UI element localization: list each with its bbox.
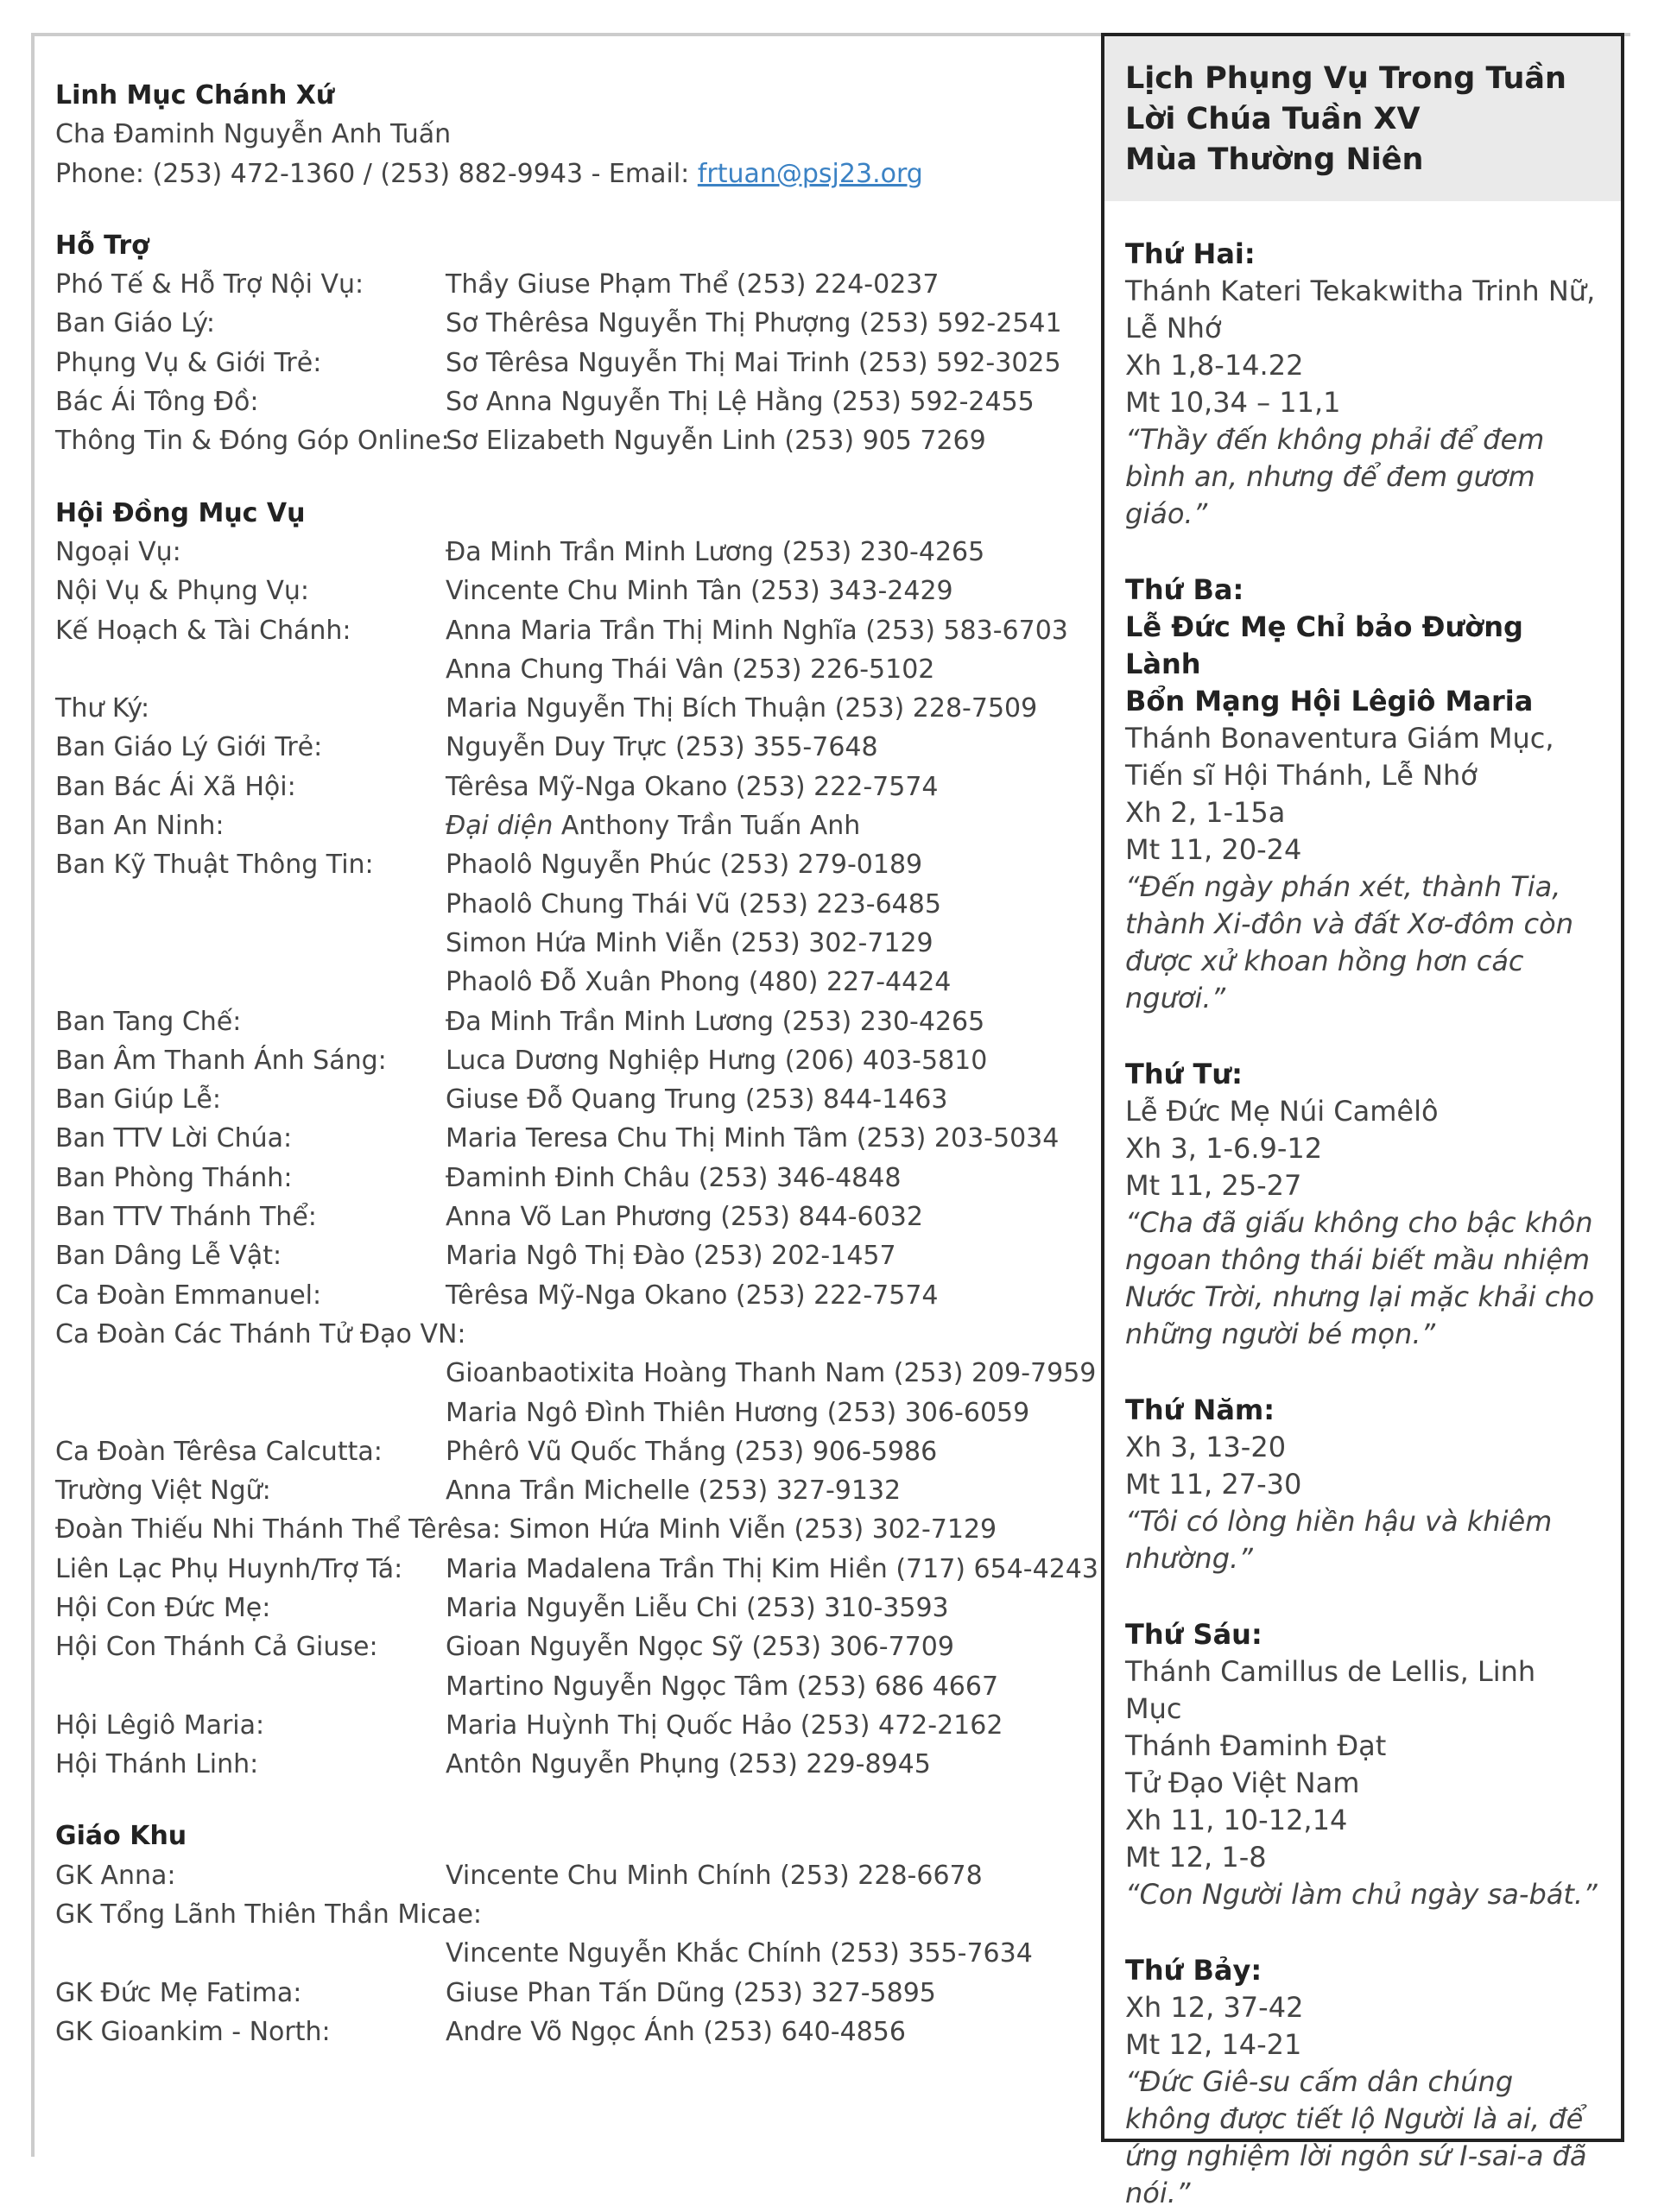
district-label: GK Đức Mẹ Fatima: — [55, 1977, 302, 2008]
council-row — [55, 611, 1083, 650]
role-label: Nội Vụ & Phụng Vụ: — [55, 576, 310, 607]
liturgy-title: Lịch Phụng Vụ Trong Tuần — [1125, 61, 1566, 96]
feast-line: Thánh Kateri Tekakwitha Trinh Nữ, — [1125, 275, 1596, 307]
contact-value: Martino Nguyễn Ngọc Tâm (253) 686 4667 — [446, 1671, 999, 1702]
district-row — [55, 1974, 1083, 2013]
council-row — [55, 1432, 1083, 1471]
district-label: GK Tổng Lãnh Thiên Thần Micae: — [55, 1899, 483, 1931]
council-row — [55, 806, 1083, 845]
council-row — [55, 1550, 1098, 1589]
pastor-email-link[interactable]: frtuan@psj23.org — [697, 158, 923, 189]
role-label: Hội Lêgiô Maria: — [55, 1710, 265, 1741]
council-row — [55, 1159, 1083, 1198]
contact-value: Maria Madalena Trần Thị Kim Hiền (717) 654-4243 — [446, 1553, 1098, 1584]
contact-value: Vincente Chu Minh Tân (253) 343-2429 — [446, 576, 953, 607]
contact-value: Luca Dương Nghiệp Hưng (206) 403-5810 — [446, 1045, 988, 1076]
support-row — [55, 382, 1083, 421]
contact-value: Sơ Anna Nguyễn Thị Lệ Hằng (253) 592-2455 — [446, 387, 1035, 418]
contact-value: Andre Võ Ngọc Ánh (253) 640-4856 — [446, 2016, 906, 2047]
role-label: Ban Âm Thanh Ánh Sáng: — [55, 1045, 387, 1076]
contact-value: Đa Minh Trần Minh Lương (253) 230-4265 — [446, 1006, 985, 1037]
contact-value: Phaolô Chung Thái Vũ (253) 223-6485 — [446, 888, 941, 920]
contact-value: Sơ Têrêsa Nguyễn Thị Mai Trinh (253) 592-3025 — [446, 347, 1061, 378]
role-label: Ban Giúp Lễ: — [55, 1084, 221, 1115]
contact-value: Giuse Phan Tấn Dũng (253) 327-5895 — [446, 1977, 936, 2008]
reading-line: Xh 2, 1-15a — [1125, 796, 1286, 829]
day-monday — [1125, 236, 1600, 533]
feast-line: Thánh Bonaventura Giám Mục, — [1125, 722, 1554, 755]
reading-line: Xh 3, 13-20 — [1125, 1431, 1287, 1463]
support-heading: Hỗ Trợ — [55, 230, 149, 261]
role-label: Ban Tang Chế: — [55, 1006, 242, 1037]
contact-value: Maria Nguyễn Thị Bích Thuận (253) 228-7509 — [446, 693, 1038, 724]
council-row — [55, 1589, 1083, 1627]
feast-line: Lễ Đức Mẹ Núi Camêlô — [1125, 1095, 1439, 1128]
support-row — [55, 421, 1083, 460]
contact-value: Antôn Nguyễn Phụng (253) 229-8945 — [446, 1749, 931, 1780]
council-row — [55, 1002, 1083, 1041]
council-row-full: Đoàn Thiếu Nhi Thánh Thể Têrêsa: Simon Hứa Minh Viễn (253) 302-7129 — [55, 1514, 997, 1545]
gospel-quote: “Đến ngày phán xét, thành Tia, thành Xi-đôn và đất Xơ-đôm còn được xử khoan hồng hơn các ngươi.” — [1125, 870, 1573, 1014]
contact-value — [446, 806, 1083, 845]
contact-value: Phaolô Đỗ Xuân Phong (480) 227-4424 — [446, 967, 952, 998]
contact-value: Phêrô Vũ Quốc Thắng (253) 906-5986 — [446, 1436, 938, 1467]
contact-value: Anna Chung Thái Vân (253) 226-5102 — [446, 654, 935, 685]
role-label: Ban Kỹ Thuật Thông Tin: — [55, 850, 374, 881]
role-label: Ban Giáo Lý: — [55, 308, 216, 339]
contact-value: Vincente Nguyễn Khắc Chính (253) 355-7634 — [446, 1938, 1033, 1969]
gospel-quote: “Cha đã giấu không cho bậc khôn ngoan thông thái biết mầu nhiệm Nước Trời, nhưng lại mặc khải cho những người bé mọn.” — [1125, 1206, 1595, 1350]
contact-value: Anna Trần Michelle (253) 327-9132 — [446, 1476, 902, 1507]
feast-title: Lễ Đức Mẹ Chỉ bảo Đường Lành — [1125, 610, 1523, 680]
directory-column — [55, 76, 1098, 2051]
council-row — [55, 533, 1083, 572]
feast-line: Tử Đạo Việt Nam — [1125, 1766, 1360, 1799]
council-row — [55, 689, 1083, 728]
role-label: Ban Dâng Lễ Vật: — [55, 1241, 282, 1272]
gospel-quote: “Thầy đến không phải để đem bình an, nhưng để đem gươm giáo.” — [1125, 423, 1545, 530]
contact-value: Giuse Đỗ Quang Trung (253) 844-1463 — [446, 1084, 948, 1115]
representative-note: Đại diện — [446, 811, 554, 842]
role-label: Ca Đoàn Các Thánh Tử Đạo VN: — [55, 1318, 466, 1349]
council-row — [55, 1119, 1083, 1158]
day-thursday — [1125, 1392, 1600, 1577]
feast-line: Lễ Nhớ — [1125, 312, 1222, 344]
pastor-heading: Linh Mục Chánh Xứ — [55, 80, 335, 111]
role-label: Ban Giáo Lý Giới Trẻ: — [55, 732, 323, 763]
feast-line: Tiến sĩ Hội Thánh, Lễ Nhớ — [1125, 759, 1478, 792]
reading-line: Xh 3, 1-6.9-12 — [1125, 1132, 1323, 1165]
council-heading: Hội Đồng Mục Vụ — [55, 497, 306, 528]
role-label: Bác Ái Tông Đồ: — [55, 387, 259, 418]
council-row — [55, 1745, 1083, 1784]
day-title: Thứ Năm: — [1125, 1394, 1275, 1426]
support-row — [55, 344, 1083, 382]
reading-line: Mt 12, 14-21 — [1125, 2028, 1302, 2061]
contact-value: Vincente Chu Minh Chính (253) 228-6678 — [446, 1860, 983, 1891]
contact-value: Maria Teresa Chu Thị Minh Tâm (253) 203-5034 — [446, 1123, 1060, 1154]
reading-line: Mt 12, 1-8 — [1125, 1841, 1267, 1874]
contact-value: Đaminh Đinh Châu (253) 346-4848 — [446, 1162, 902, 1193]
gospel-quote: “Tôi có lòng hiền hậu và khiêm nhường.” — [1125, 1505, 1553, 1575]
contact-value: Thầy Giuse Phạm Thể (253) 224-0237 — [446, 269, 940, 300]
day-title: Thứ Ba: — [1125, 573, 1244, 606]
liturgy-panel — [1101, 33, 1624, 2209]
support-row — [55, 265, 1083, 304]
role-label: Hội Con Thánh Cả Giuse: — [55, 1632, 378, 1663]
council-row — [55, 1471, 1083, 1510]
council-row — [55, 1276, 1083, 1315]
council-row — [55, 1041, 1083, 1080]
day-wednesday — [1125, 1056, 1600, 1353]
contact-value: Maria Ngô Thị Đào (253) 202-1457 — [446, 1241, 896, 1272]
contact-value: Nguyễn Duy Trực (253) 355-7648 — [446, 732, 878, 763]
council-row — [55, 1627, 1083, 1666]
pastor-name: Cha Đaminh Nguyễn Anh Tuấn — [55, 119, 452, 150]
feast-line: Thánh Đaminh Đạt — [1125, 1729, 1387, 1762]
reading-line: Mt 11, 27-30 — [1125, 1468, 1302, 1501]
council-row — [55, 1080, 1083, 1119]
contact-value: Anna Võ Lan Phương (253) 844-6032 — [446, 1202, 923, 1233]
reading-line: Xh 12, 37-42 — [1125, 1991, 1304, 2024]
role-label: Ca Đoàn Emmanuel: — [55, 1280, 322, 1311]
contact-value: Maria Ngô Đình Thiên Hương (253) 306-6059 — [446, 1397, 1030, 1428]
gospel-quote: “Đức Giê-su cấm dân chúng không được tiết lộ Người là ai, để ứng nghiệm lời ngôn sứ I-sai-a đã nói.” — [1125, 2065, 1587, 2209]
role-label: Hội Thánh Linh: — [55, 1749, 259, 1780]
contact-value: Phaolô Nguyễn Phúc (253) 279-0189 — [446, 850, 923, 881]
reading-line: Xh 1,8-14.22 — [1125, 349, 1304, 382]
day-friday — [1125, 1616, 1600, 1913]
support-row — [55, 304, 1083, 343]
council-row — [55, 768, 1083, 806]
role-label: Thông Tin & Đóng Góp Online: — [55, 426, 450, 457]
liturgy-subtitle: Lời Chúa Tuần XV — [1125, 102, 1421, 136]
reading-line: Mt 11, 20-24 — [1125, 833, 1302, 866]
day-saturday — [1125, 1952, 1600, 2212]
representative-name: Anthony Trần Tuấn Anh — [553, 811, 861, 842]
role-label: Trường Việt Ngữ: — [55, 1476, 271, 1507]
districts-heading: Giáo Khu — [55, 1821, 187, 1852]
district-row — [55, 1856, 1083, 1895]
role-label: Phó Tế & Hỗ Trợ Nội Vụ: — [55, 269, 364, 300]
council-row — [55, 728, 1083, 767]
contact-value: Maria Huỳnh Thị Quốc Hảo (253) 472-2162 — [446, 1710, 1003, 1741]
council-row — [55, 1236, 1083, 1275]
contact-value: Têrêsa Mỹ-Nga Okano (253) 222-7574 — [446, 771, 939, 802]
district-label: GK Anna: — [55, 1860, 176, 1891]
role-label: Ban Phòng Thánh: — [55, 1162, 293, 1193]
council-row — [55, 572, 1083, 610]
liturgy-body — [1104, 201, 1621, 2212]
role-label: Kế Hoạch & Tài Chánh: — [55, 615, 351, 646]
gospel-quote: “Con Người làm chủ ngày sa-bát.” — [1125, 1878, 1598, 1911]
feast-title: Bổn Mạng Hội Lêgiô Maria — [1125, 685, 1534, 717]
role-label: Ban TTV Thánh Thể: — [55, 1202, 317, 1233]
council-row — [55, 845, 1083, 884]
contact-value: Sơ Thêrêsa Nguyễn Thị Phượng (253) 592-2541 — [446, 308, 1062, 339]
contact-value: Simon Hứa Minh Viễn (253) 302-7129 — [446, 927, 933, 958]
contact-value: Maria Nguyễn Liễu Chi (253) 310-3593 — [446, 1592, 949, 1623]
role-label: Ban An Ninh: — [55, 811, 225, 842]
contact-value: Têrêsa Mỹ-Nga Okano (253) 222-7574 — [446, 1280, 939, 1311]
contact-value: Gioan Nguyễn Ngọc Sỹ (253) 306-7709 — [446, 1632, 954, 1663]
pastor-phone: Phone: (253) 472-1360 / (253) 882-9943 - Email: — [55, 158, 698, 189]
role-label: Ban Bác Ái Xã Hội: — [55, 771, 296, 802]
district-row — [55, 2013, 1083, 2051]
feast-line: Thánh Camillus de Lellis, Linh Mục — [1125, 1655, 1536, 1725]
role-label: Liên Lạc Phụ Huynh/Trợ Tá: — [55, 1553, 403, 1584]
contact-value: Đa Minh Trần Minh Lương (253) 230-4265 — [446, 536, 985, 567]
liturgy-season: Mùa Thường Niên — [1125, 142, 1424, 177]
contact-value: Sơ Elizabeth Nguyễn Linh (253) 905 7269 — [446, 426, 986, 457]
role-label: Thư Ký: — [55, 693, 150, 724]
contact-value: Gioanbaotixita Hoàng Thanh Nam (253) 209-7959 — [446, 1358, 1097, 1389]
role-label: Ngoại Vụ: — [55, 536, 181, 567]
contact-value: Anna Maria Trần Thị Minh Nghĩa (253) 583-6703 — [446, 615, 1068, 646]
reading-line: Xh 11, 10-12,14 — [1125, 1804, 1348, 1836]
role-label: Ca Đoàn Têrêsa Calcutta: — [55, 1436, 383, 1467]
liturgy-header — [1104, 36, 1621, 201]
reading-line: Mt 10,34 – 11,1 — [1125, 386, 1341, 419]
day-title: Thứ Hai: — [1125, 237, 1256, 270]
day-title: Thứ Bảy: — [1125, 1954, 1262, 1987]
day-title: Thứ Tư: — [1125, 1058, 1243, 1090]
day-title: Thứ Sáu: — [1125, 1618, 1262, 1651]
district-label: GK Gioankim - North: — [55, 2016, 331, 2047]
role-label: Ban TTV Lời Chúa: — [55, 1123, 293, 1154]
role-label: Phụng Vụ & Giới Trẻ: — [55, 347, 322, 378]
day-tuesday — [1125, 572, 1600, 1017]
council-row — [55, 1198, 1083, 1236]
role-label: Hội Con Đức Mẹ: — [55, 1592, 271, 1623]
council-row — [55, 1706, 1083, 1745]
reading-line: Mt 11, 25-27 — [1125, 1169, 1302, 1202]
pastor-contact — [55, 155, 1083, 193]
